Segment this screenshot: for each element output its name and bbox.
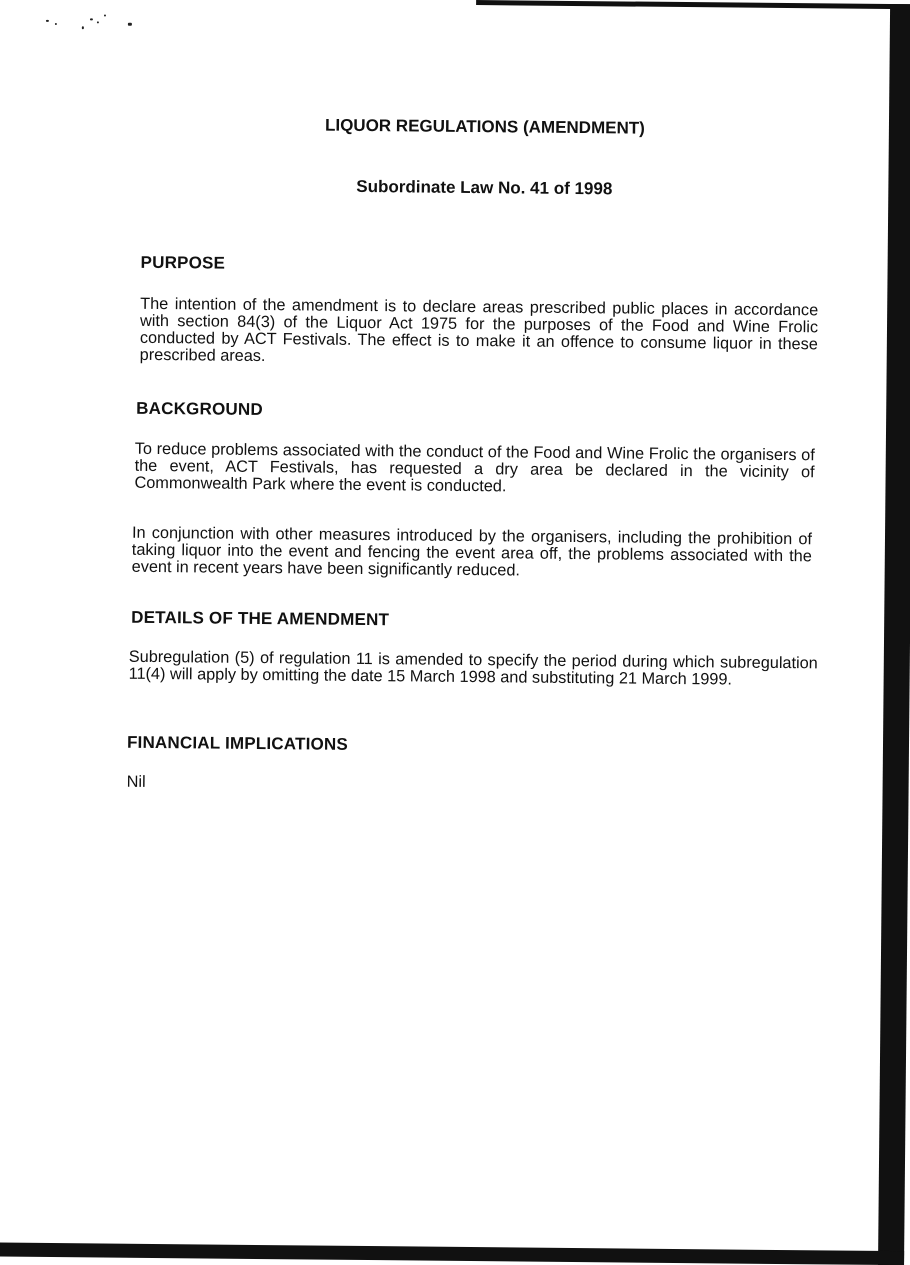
section-heading-financial: FINANCIAL IMPLICATIONS	[126, 732, 349, 754]
document-subtitle: Subordinate Law No. 41 of 1998	[356, 176, 613, 199]
background-paragraph-1: To reduce problems associated with the conduct of the Food and Wine Frolic the organisers of the event, ACT Festivals, has requested a dry area be declared in the vicinity of Commonwealth Park where the event is conducted.	[134, 439, 815, 496]
scan-edge-right	[878, 4, 910, 1265]
purpose-paragraph: The intention of the amendment is to declare areas prescribed public places in accordance with section 84(3) of the Liquor Act 1975 for the purposes of the Food and Wine Frolic conducted by ACT Festivals. The effect is to make it an offence to consume liquor in these prescribed areas.	[139, 294, 819, 366]
background-paragraph-2: In conjunction with other measures introduced by the organisers, including the prohibition of taking liquor into the event and fencing the event area off, the problems associated with the event in recent years have been significantly reduced.	[131, 523, 813, 580]
section-heading-details: DETAILS OF THE AMENDMENT	[131, 607, 390, 630]
financial-paragraph: Nil	[126, 772, 146, 791]
details-paragraph: Subregulation (5) of regulation 11 is amended to specify the period during which subregulation 11(4) will apply by omitting the date 15 March 1998 and substituting 21 March 1999.	[128, 647, 818, 689]
section-heading-purpose: PURPOSE	[140, 252, 226, 273]
scan-edge-bottom	[0, 1242, 904, 1265]
section-heading-background: BACKGROUND	[136, 398, 263, 420]
scan-edge-top	[476, 0, 910, 9]
document-title: LIQUOR REGULATIONS (AMENDMENT)	[324, 115, 645, 138]
